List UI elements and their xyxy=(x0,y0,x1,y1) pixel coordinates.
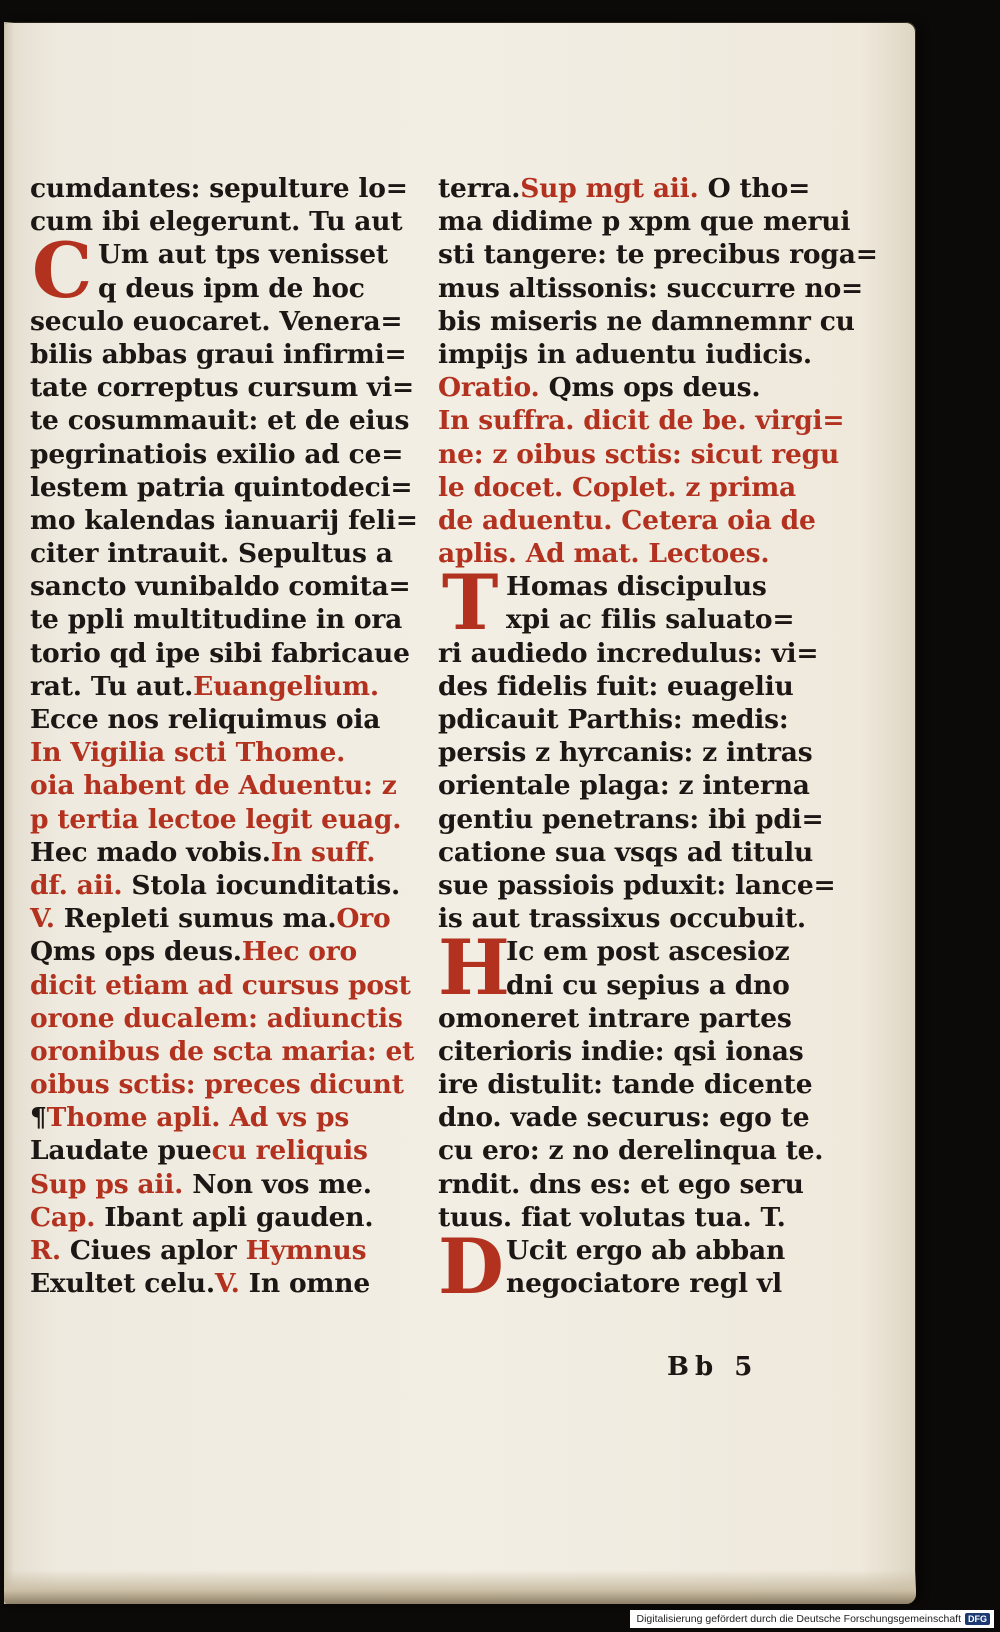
initial-paragraph xyxy=(438,1222,826,1311)
rubric-text: Oro xyxy=(336,903,391,935)
rubric-line: oronibus de scta maria: et xyxy=(30,1035,415,1067)
left-text-column xyxy=(30,172,418,1300)
text-segment: Stola iocunditatis. xyxy=(131,869,400,901)
text-line: seculo euocaret. Venera= xyxy=(30,305,403,337)
text-line: Homas discipulus xyxy=(506,571,767,603)
text-line: bilis abbas graui infirmi= xyxy=(30,338,407,370)
text-line: des fidelis fuit: euageliu xyxy=(438,670,794,702)
text-line xyxy=(30,869,418,902)
rubric-line: dicit etiam ad cursus post xyxy=(30,969,411,1001)
rubric-text: Sup ps aii. xyxy=(30,1168,184,1200)
credit-text: Digitalisierung gefördert durch die Deutsche Forschungsgemeinschaft xyxy=(636,1613,961,1625)
text-line xyxy=(30,902,418,935)
red-initial-letter: H xyxy=(438,923,510,1013)
initial-paragraph xyxy=(438,923,826,1013)
text-line: omoneret intrare partes xyxy=(438,1002,792,1034)
text-line xyxy=(30,836,418,869)
text-line: is aut trassixus occubuit. xyxy=(438,903,806,935)
text-line: Ecce nos reliquimus oia xyxy=(30,704,381,735)
text-segment: Exultet celu. xyxy=(30,1268,215,1300)
text-line: te ppli multitudine in ora xyxy=(30,604,403,636)
red-initial-letter: C xyxy=(31,226,93,316)
text-line: cumdantes: sepulture lo= xyxy=(30,173,408,204)
rubric-text: R. xyxy=(30,1235,61,1266)
paragraph-mark: ¶ xyxy=(30,1102,47,1134)
text-line: lestem patria quintodeci= xyxy=(30,471,413,503)
rubric-line: In suffra. dicit de be. virgi= xyxy=(438,405,845,437)
text-line: q deus ipm de hoc xyxy=(98,272,365,304)
text-line: sti tangere: te precibus roga= xyxy=(438,239,878,271)
text-line: rndit. dns es: et ego seru xyxy=(438,1168,804,1200)
text-line: negociatore regl vl xyxy=(506,1268,782,1300)
text-line: citerioris indie: qsi ionas xyxy=(438,1035,804,1067)
text-line: dno. vade securus: ego te xyxy=(438,1102,810,1134)
text-segment: Hec mado vobis. xyxy=(30,836,271,868)
text-line: gentiu penetrans: ibi pdi= xyxy=(438,803,824,835)
book-page xyxy=(4,22,916,1604)
rubric-line: oibus sctis: preces dicunt xyxy=(30,1069,404,1101)
rubric-line: de aduentu. Cetera oia de xyxy=(438,504,816,536)
text-line: catione sua vsqs ad titulu xyxy=(438,836,814,868)
rubric-line: p tertia lectoe legit euag. xyxy=(30,803,402,835)
text-line: ri audiedo incredulus: vi= xyxy=(438,637,819,669)
text-segment: In omne xyxy=(248,1268,370,1300)
initial-paragraph xyxy=(30,226,418,316)
text-line: impijs in aduentu iudicis. xyxy=(438,338,812,370)
text-line xyxy=(30,1168,418,1201)
text-line: pdicauit Parthis: medis: xyxy=(438,704,789,735)
text-line: bis miseris ne damnemnr cu xyxy=(438,305,855,337)
red-initial-letter: T xyxy=(441,558,499,648)
text-line: ma didime p xpm que merui xyxy=(438,206,851,238)
text-line: persis z hyrcanis: z intras xyxy=(438,737,813,769)
text-segment: O tho= xyxy=(707,173,811,204)
text-segment: Repleti sumus ma. xyxy=(63,903,337,935)
rubric-text: Oratio. xyxy=(438,372,540,404)
text-segment: terra. xyxy=(438,173,521,204)
rubric-line: oia habent de Aduentu: z xyxy=(30,770,397,802)
text-line: cum ibi elegerunt. Tu aut xyxy=(30,206,403,238)
text-segment: Laudate pue xyxy=(30,1135,212,1167)
text-line: Um aut tps venisset xyxy=(98,239,388,271)
rubric-text: Hec oro xyxy=(241,936,357,968)
text-line xyxy=(438,172,826,205)
text-line: ire distulit: tande dicente xyxy=(438,1069,813,1101)
text-line: mus altissonis: succurre no= xyxy=(438,272,864,304)
rubric-line: ne: z oibus sctis: sicut regu xyxy=(438,438,840,470)
text-line: pegrinatiois exilio ad ce= xyxy=(30,438,404,470)
rubric-text: V. xyxy=(214,1268,240,1300)
text-line xyxy=(30,1201,418,1234)
text-line: dni cu sepius a dno xyxy=(506,969,790,1001)
text-segment: Ibant apli gauden. xyxy=(104,1201,374,1233)
text-line: citer intrauit. Sepultus a xyxy=(30,538,393,570)
text-segment: rat. Tu aut. xyxy=(30,670,194,702)
red-initial-letter: D xyxy=(438,1222,504,1311)
rubric-text: df. aii. xyxy=(30,869,123,901)
rubric-text: Sup mgt aii. xyxy=(520,173,699,204)
rubric-text: cu reliquis xyxy=(211,1135,368,1167)
text-line xyxy=(30,1267,418,1300)
rubric-text: Euangelium. xyxy=(193,670,379,702)
text-line: tate correptus cursum vi= xyxy=(30,372,414,404)
text-line: xpi ac filis saluato= xyxy=(506,604,795,636)
rubric-text: V. xyxy=(30,903,55,935)
initial-paragraph xyxy=(438,558,826,648)
text-line: sancto vunibaldo comita= xyxy=(30,571,411,603)
text-segment: Ciues aplor xyxy=(69,1235,237,1266)
text-line: sue passiois pduxit: lance= xyxy=(438,869,836,901)
text-line xyxy=(30,935,418,968)
text-line: Ic em post ascesioz xyxy=(506,936,790,968)
text-segment: Qms ops deus. xyxy=(30,936,242,968)
right-text-column xyxy=(438,172,878,1311)
text-segment: Non vos me. xyxy=(192,1168,372,1200)
text-line xyxy=(30,1134,418,1167)
rubric-text: Hymnus xyxy=(245,1235,367,1266)
text-segment: Qms ops deus. xyxy=(548,372,761,404)
text-line: te cosummauit: et de eius xyxy=(30,405,410,437)
digitization-credit-bar xyxy=(630,1610,994,1628)
rubric-text: Cap. xyxy=(30,1201,96,1233)
text-line: orientale plaga: z interna xyxy=(438,770,810,802)
dfg-logo-icon: DFG xyxy=(965,1613,990,1625)
rubric-text: Thome apli. Ad vs ps xyxy=(46,1102,350,1134)
text-line xyxy=(30,670,418,703)
text-line: tuus. fiat volutas tua. T. xyxy=(438,1201,786,1233)
text-line: Ucit ergo ab abban xyxy=(506,1235,786,1266)
rubric-line: aplis. Ad mat. Lectoes. xyxy=(438,538,770,570)
rubric-line: orone ducalem: adiunctis xyxy=(30,1002,403,1034)
text-line xyxy=(30,1101,418,1134)
rubric-line: In Vigilia scti Thome. xyxy=(30,737,346,769)
rubric-line: le docet. Coplet. z prima xyxy=(438,471,797,503)
text-line: mo kalendas ianuarij feli= xyxy=(30,504,418,536)
rubric-text: In suff. xyxy=(270,836,376,868)
text-line: cu ero: z no derelinqua te. xyxy=(438,1135,824,1167)
text-line xyxy=(30,1234,418,1267)
text-line xyxy=(438,371,826,404)
folio-signature: Bb 5 xyxy=(667,1352,759,1382)
text-line: torio qd ipe sibi fabricaue xyxy=(30,637,410,669)
